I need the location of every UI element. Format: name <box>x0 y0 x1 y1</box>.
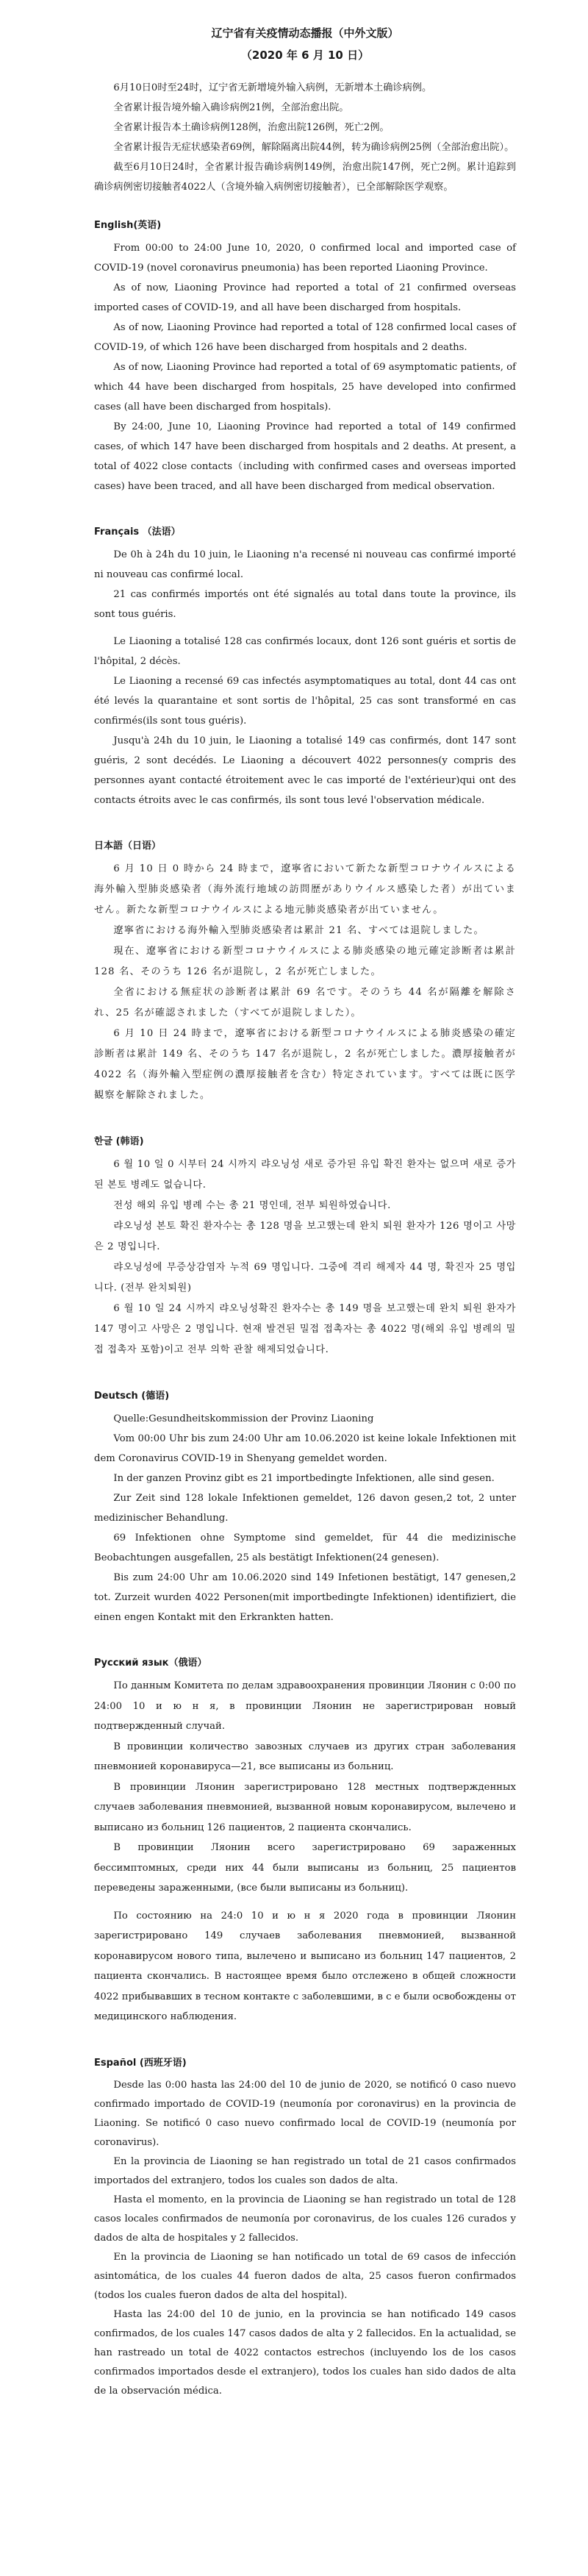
zh-paragraph: 截至6月10日24时，全省累计报告确诊病例149例，治愈出院147例，死亡2例。累计追踪到确诊病例密切接触者4022人（含境外输入病例密切接触者），已全部解除医学观察。 <box>94 162 516 193</box>
en-paragraph: From 00:00 to 24:00 June 10, 2020, 0 confirmed local and imported case of COVID-19 (novel coronavirus pneumonia) has been reported Liaoning Province. <box>94 243 516 274</box>
es-paragraph: Desde las 0:00 hasta las 24:00 del 10 de junio de 2020, se notificó 0 caso nuevo confirmado importado de COVID-19 (neumonía por coronavirus) en la provincia de Liaoning. Se notificó 0 caso nuevo confirmado local de COVID-19 (neumonía por coronavirus). <box>94 2079 516 2148</box>
jp-paragraph: 6 月 10 日 0 時から 24 時まで，遼寧省において新たな新型コロナウイルスによる海外輸入型肺炎感染者（海外流行地域の訪問歴がありウイルス感染した者）が出ていません。新たな新型コロナウイルスによる地元肺炎感染者が出ていません。 <box>94 863 516 916</box>
zh-paragraph: 全省累计报告无症状感染者69例，解除隔离出院44例，转为确诊病例25例（全部治愈出院）。 <box>113 142 514 153</box>
paragraph-gap <box>94 624 516 632</box>
ru-paragraph: По данным Комитета по делам здравоохранения провинции Ляонин с 0:00 по 24:00 10 и ю н я, в провинции Ляонин не зарегистрирован новый подтвержденный случай. <box>94 1680 516 1732</box>
german-heading: Deutsch (德语) <box>94 1391 170 1402</box>
fr-paragraph: Le Liaoning a totalisé 128 cas confirmés locaux, dont 126 sont guéris et sortis de l'hôpital, 2 décès. <box>94 636 516 667</box>
en-paragraph: As of now, Liaoning Province had reported a total of 69 asymptomatic patients, of which 44 have been discharged from hospitals, 25 have developed into confirmed cases (all have been discharged from hospitals). <box>94 362 516 413</box>
de-paragraph: Quelle:Gesundheitskommission der Provinz Liaoning <box>113 1413 374 1424</box>
ru-paragraph: В провинции количество завозных случаев из других стран заболевания пневмонией коронавируса—21, все выписаны из больниц. <box>94 1741 516 1772</box>
ko-paragraph: 전성 해외 유입 병례 수는 총 21 명인데, 전부 퇴원하였습니다. <box>113 1200 391 1211</box>
es-paragraph: Hasta las 24:00 del 10 de junio, en la provincia se han notificado 149 casos confirmados, de los cuales 147 casos dados de alta y 2 fallecidos. En la actualidad, se han rastreado un total de 4022 contactos estrechos (incluyendo los de los casos confirmados importados desde el extranjero), todos los cuales han sido dados de alta de la observación médica. <box>94 2308 516 2397</box>
zh-paragraph: 6月10日0时至24时，辽宁省无新增境外输入病例，无新增本土确诊病例。 <box>113 82 432 93</box>
fr-paragraph: 21 cas confirmés importés ont été signalés au total dans toute la province, ils sont tous guéris. <box>94 589 516 620</box>
russian-section <box>94 1652 516 2027</box>
korean-heading: 한글 (韩语) <box>94 1136 144 1147</box>
spanish-heading: Español (西班牙语) <box>94 2057 187 2069</box>
es-paragraph: Hasta el momento, en la provincia de Liaoning se han registrado un total de 128 casos locales confirmados de neumonía por coronavirus, de los cuales 126 curados y dados de alta de hospitales y 2 fallecidos. <box>94 2194 516 2244</box>
ru-paragraph: По состоянию на 24:0 10 и ю н я 2020 года в провинции Ляонин зарегистрировано 149 случаев заболевания пневмонией, вызванной коронавирусом нового типа, вылечено и выписано из больниц 147 пациентов, 2 пациента скончались. В настоящее время было отслежено в общей сложности 4022 прибывавших в тесном контакте с заболевшими, в с е были освобождены от медицинского наблюдения. <box>94 1910 516 2022</box>
de-paragraph: Bis zum 24:00 Uhr am 10.06.2020 sind 149 Infetionen bestätigt, 147 genesen,2 tot. Zurzeit wurden 4022 Personen(mit importbedingte Infektionen) identifiziert, die einen engen Kontakt mit den Erkrankten hatten. <box>94 1572 516 1623</box>
korean-section <box>94 1131 516 1360</box>
zh-paragraph: 全省累计报告本土确诊病例128例，治愈出院126例，死亡2例。 <box>113 122 390 133</box>
title-block <box>94 22 516 66</box>
de-paragraph: Zur Zeit sind 128 lokale Infektionen gemeldet, 126 davon gesen,2 tot, 2 unter medizinischer Behandlung. <box>94 1493 516 1524</box>
document-date: （2020 年 6 月 10 日） <box>240 49 370 62</box>
french-section <box>94 521 516 810</box>
english-section <box>94 215 516 496</box>
de-paragraph: Vom 00:00 Uhr bis zum 24:00 Uhr am 10.06.2020 ist keine lokale Infektionen mit dem Coronavirus COVID-19 in Shenyang gemeldet worden. <box>94 1433 516 1464</box>
ko-paragraph: 랴오닝성 본토 확진 환자수는 총 128 명을 보고했는데 완치 퇴원 환자가 126 명이고 사망은 2 명입니다. <box>94 1221 516 1252</box>
fr-paragraph: De 0h à 24h du 10 juin, le Liaoning n'a recensé ni nouveau cas confirmé importé ni nouveau cas confirmé local. <box>94 549 516 580</box>
en-paragraph: As of now, Liaoning Province had reported a total of 128 confirmed local cases of COVID-19, of which 126 have been discharged from hospitals and 2 deaths. <box>94 322 516 353</box>
de-paragraph: 69 Infektionen ohne Symptome sind gemeldet, für 44 die medizinische Beobachtungen ausgefallen, 25 als bestätigt Infektionen(24 genesen). <box>94 1533 516 1563</box>
german-section <box>94 1385 516 1627</box>
ru-paragraph: В провинции Ляонин всего зарегистрировано 69 зараженных бессимптомных, среди них 44 были выписаны из больниц, 25 пациентов переведены зараженными, (все были выписаны из больниц). <box>94 1842 516 1894</box>
en-paragraph: By 24:00, June 10, Liaoning Province had reported a total of 149 confirmed cases, of which 147 have been discharged from hospitals and 2 deaths. At present, a total of 4022 close contacts（including with confirmed cases and overseas imported cases) have been traced, and all have been discharged from medical observation. <box>94 421 516 492</box>
jp-paragraph: 全省における無症状の診断者は累計 69 名です。そのうち 44 名が隔離を解除され、25 名が確認されました（すべてが退院しました）。 <box>94 987 516 1018</box>
en-paragraph: As of now, Liaoning Province had reported a total of 21 confirmed overseas imported cases of COVID-19, and all have been discharged from hospitals. <box>94 282 516 313</box>
es-paragraph: En la provincia de Liaoning se han registrado un total de 21 casos confirmados importados del extranjero, todos los cuales son dados de alta. <box>94 2155 516 2186</box>
french-heading: Français （法语） <box>94 527 181 538</box>
document-title: 辽宁省有关疫情动态播报（中外文版） <box>211 26 399 40</box>
ko-paragraph: 6 월 10 일 24 시까지 랴오닝성확진 환자수는 총 149 명을 보고했는데 완치 퇴원 환자가 147 명이고 사망은 2 명입니다. 현재 발견된 밀접 접촉자는 총 4022 명(해외 유입 병례의 밀접 접촉자 포함)이고 전부 의학 관찰 해제되었습니다. <box>94 1303 516 1355</box>
japanese-section <box>94 835 516 1106</box>
fr-paragraph: Le Liaoning a recensé 69 cas infectés asymptomatiques au total, dont 44 cas ont été levés la quarantaine et sont sortis de l'hôpital, 25 cas sont transformé en cas confirmés(ils sont tous guéris). <box>94 676 516 727</box>
ko-paragraph: 6 월 10 일 0 시부터 24 시까지 랴오닝성 새로 증가된 유입 확진 환자는 없으며 새로 증가된 본토 병례도 없습니다. <box>94 1159 516 1191</box>
de-paragraph: In der ganzen Provinz gibt es 21 importbedingte Infektionen, alle sind gesen. <box>113 1473 495 1484</box>
russian-heading: Русский язык（俄语） <box>94 1658 207 1669</box>
paragraph-gap <box>94 1899 516 1906</box>
fr-paragraph: Jusqu'à 24h du 10 juin, le Liaoning a totalisé 149 cas confirmés, dont 147 sont guéris, 2 sont decédés. Le Liaoning a découvert 4022 personnes(y compris des personnes ayant contacté étroitement avec le cas importé de l'extérieur)qui ont des contacts étroits avec le cas confirmés, ils sont tous levé l'observation médicale. <box>94 735 516 806</box>
ko-paragraph: 랴오닝성에 무증상감염자 누적 69 명입니다. 그중에 격리 해제자 44 명, 확진자 25 명입니다. (전부 완치퇴원) <box>94 1262 516 1294</box>
english-heading: English(英语) <box>94 220 162 231</box>
zh-paragraph: 全省累计报告境外输入确诊病例21例，全部治愈出院。 <box>113 102 349 113</box>
chinese-section <box>94 78 516 197</box>
jp-paragraph: 現在、遼寧省における新型コロナウイルスによる肺炎感染の地元確定診断者は累計 128 名、そのうち 126 名が退院し，2 名が死亡しました。 <box>94 946 516 977</box>
jp-paragraph: 遼寧省における海外輸入型肺炎感染者は累計 21 名、すべては退院しました。 <box>113 925 484 936</box>
spanish-section <box>94 2052 516 2401</box>
jp-paragraph: 6 月 10 日 24 時まで，遼寧省における新型コロナウイルスによる肺炎感染の確定診断者は累計 149 名、そのうち 147 名が退院し，2 名が死亡しました。濃厚接触者が 4022 名（海外輸入型症例の濃厚接触者を含む）特定されています。すべては既に医学観察を解除されました。 <box>94 1028 516 1101</box>
ru-paragraph: В провинции Ляонин зарегистрировано 128 местных подтвержденных случаев заболевания пневмонией, вызванной новым коронавирусом, вылечено и выписано из больниц 126 пациентов, 2 пациента скончались. <box>94 1781 516 1833</box>
japanese-heading: 日本語（日语） <box>94 841 162 852</box>
es-paragraph: En la provincia de Liaoning se han notificado un total de 69 casos de infección asintomática, de los cuales 44 fueron dados de alta, 25 casos fueron confirmados (todos los cuales fueron dados de alta del hospital). <box>94 2251 516 2301</box>
